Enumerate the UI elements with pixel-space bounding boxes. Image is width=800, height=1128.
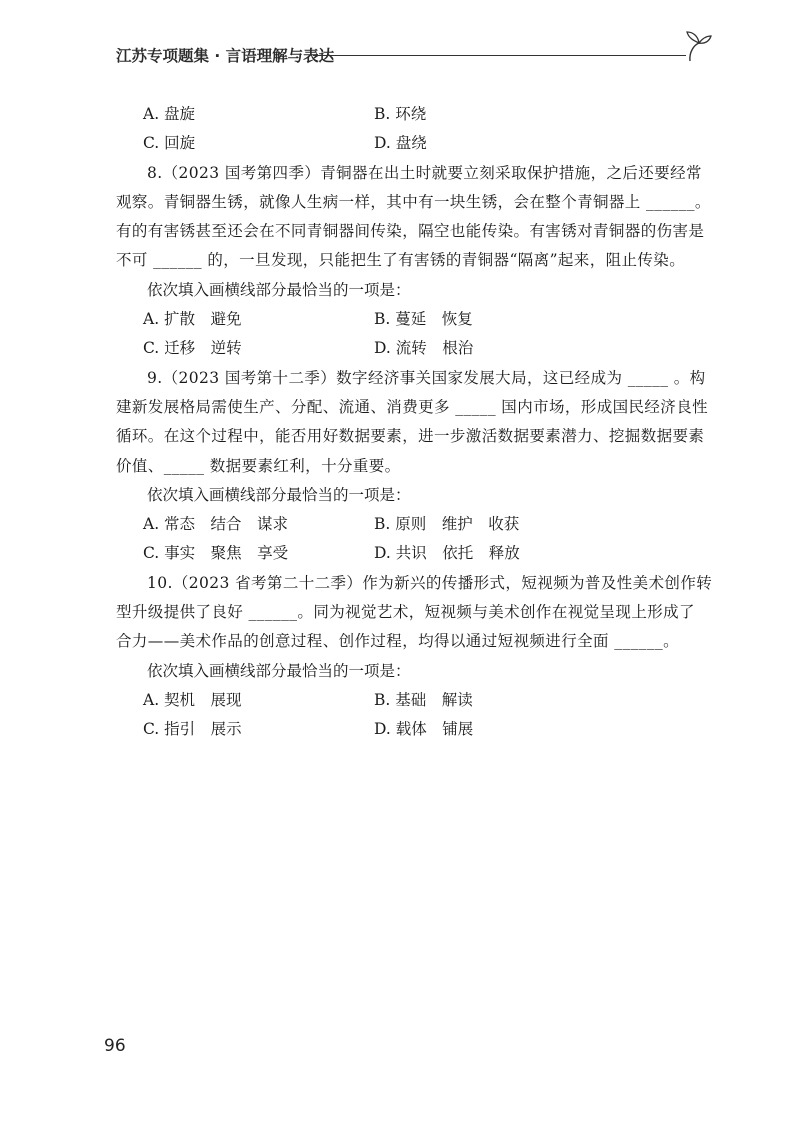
header-rule bbox=[313, 55, 686, 56]
header-title: 江苏专项题集 · 言语理解与表达 bbox=[116, 47, 335, 65]
q10-option-b: B. 基础 解读 bbox=[374, 690, 473, 709]
q8-line-1: 8.（2023 国考第四季）青铜器在出土时就要立刻采取保护措施，之后还要经常 bbox=[147, 163, 702, 182]
q10-line-1: 10.（2023 省考第二十二季）作为新兴的传播形式，短视频为普及性美术创作转 bbox=[147, 573, 713, 592]
q8-prompt: 依次填入画横线部分最恰当的一项是： bbox=[147, 280, 411, 299]
q10-line-3: 合力——美术作品的创意过程、创作过程，均得以通过短视频进行全面 ______。 bbox=[116, 632, 680, 651]
q10-option-d: D. 载体 铺展 bbox=[374, 720, 474, 739]
running-header bbox=[116, 42, 716, 70]
q9-option-b: B. 原则 维护 收获 bbox=[374, 515, 520, 534]
q9-option-d: D. 共识 依托 释放 bbox=[374, 544, 520, 563]
q8-options-row-1 bbox=[116, 305, 716, 334]
q8-line-2: 观察。青铜器生锈，就像人生病一样，其中有一块生锈，会在整个青铜器上 ______。 bbox=[116, 192, 711, 211]
q8-line-3: 有的有害锈甚至还会在不同青铜器间传染，隔空也能传染。有害锈对青铜器的伤害是 bbox=[116, 222, 705, 241]
q10-options-row-2 bbox=[116, 715, 716, 744]
question-9 bbox=[116, 364, 716, 569]
q7-option-c: C. 回旋 bbox=[143, 134, 196, 153]
q7-option-b: B. 环绕 bbox=[374, 105, 427, 123]
q9-options-row-2 bbox=[116, 539, 716, 568]
sprout-icon bbox=[686, 28, 712, 62]
q9-line-4: 价值、_____ 数据要素红利，十分重要。 bbox=[116, 456, 401, 475]
q7-options-row-1 bbox=[116, 100, 716, 129]
page-body bbox=[116, 100, 716, 745]
q9-option-a: A. 常态 结合 谋求 bbox=[143, 515, 289, 534]
page-number: 96 bbox=[104, 1036, 126, 1056]
q8-option-a: A. 扩散 避免 bbox=[143, 310, 242, 329]
q9-option-c: C. 事实 聚焦 享受 bbox=[143, 544, 289, 563]
q10-option-c: C. 指引 展示 bbox=[143, 720, 242, 739]
q7-option-d: D. 盘绕 bbox=[374, 134, 427, 153]
q8-option-d: D. 流转 根治 bbox=[374, 339, 474, 358]
q8-option-c: C. 迁移 逆转 bbox=[143, 339, 242, 358]
q7-options-row-2 bbox=[116, 129, 716, 158]
q10-option-a: A. 契机 展现 bbox=[143, 690, 242, 709]
question-8 bbox=[116, 159, 716, 364]
question-10 bbox=[116, 569, 716, 745]
q10-options-row-1 bbox=[116, 686, 716, 715]
q8-line-4: 不可 ______ 的，一旦发现，只能把生了有害锈的青铜器“隔离”起来，阻止传染。 bbox=[116, 251, 686, 270]
q10-prompt: 依次填入画横线部分最恰当的一项是： bbox=[147, 661, 411, 680]
q10-line-2: 型升级提供了良好 ______。同为视觉艺术，短视频与美术创作在视觉呈现上形成了 bbox=[116, 603, 695, 622]
q7-option-a: A. 盘旋 bbox=[143, 105, 196, 123]
q9-line-1: 9.（2023 国考第十二季）数字经济事关国家发展大局，这已经成为 _____ 。构 bbox=[147, 368, 706, 387]
q8-options-row-2 bbox=[116, 334, 716, 363]
q9-options-row-1 bbox=[116, 510, 716, 539]
q9-line-3: 循环。在这个过程中，能否用好数据要素，进一步激活数据要素潜力、挖掘数据要素 bbox=[116, 427, 705, 446]
q9-prompt: 依次填入画横线部分最恰当的一项是： bbox=[147, 485, 411, 504]
q9-line-2: 建新发展格局需使生产、分配、流通、消费更多 _____ 国内市场，形成国民经济良性 bbox=[116, 397, 709, 416]
q8-option-b: B. 蔓延 恢复 bbox=[374, 310, 473, 329]
